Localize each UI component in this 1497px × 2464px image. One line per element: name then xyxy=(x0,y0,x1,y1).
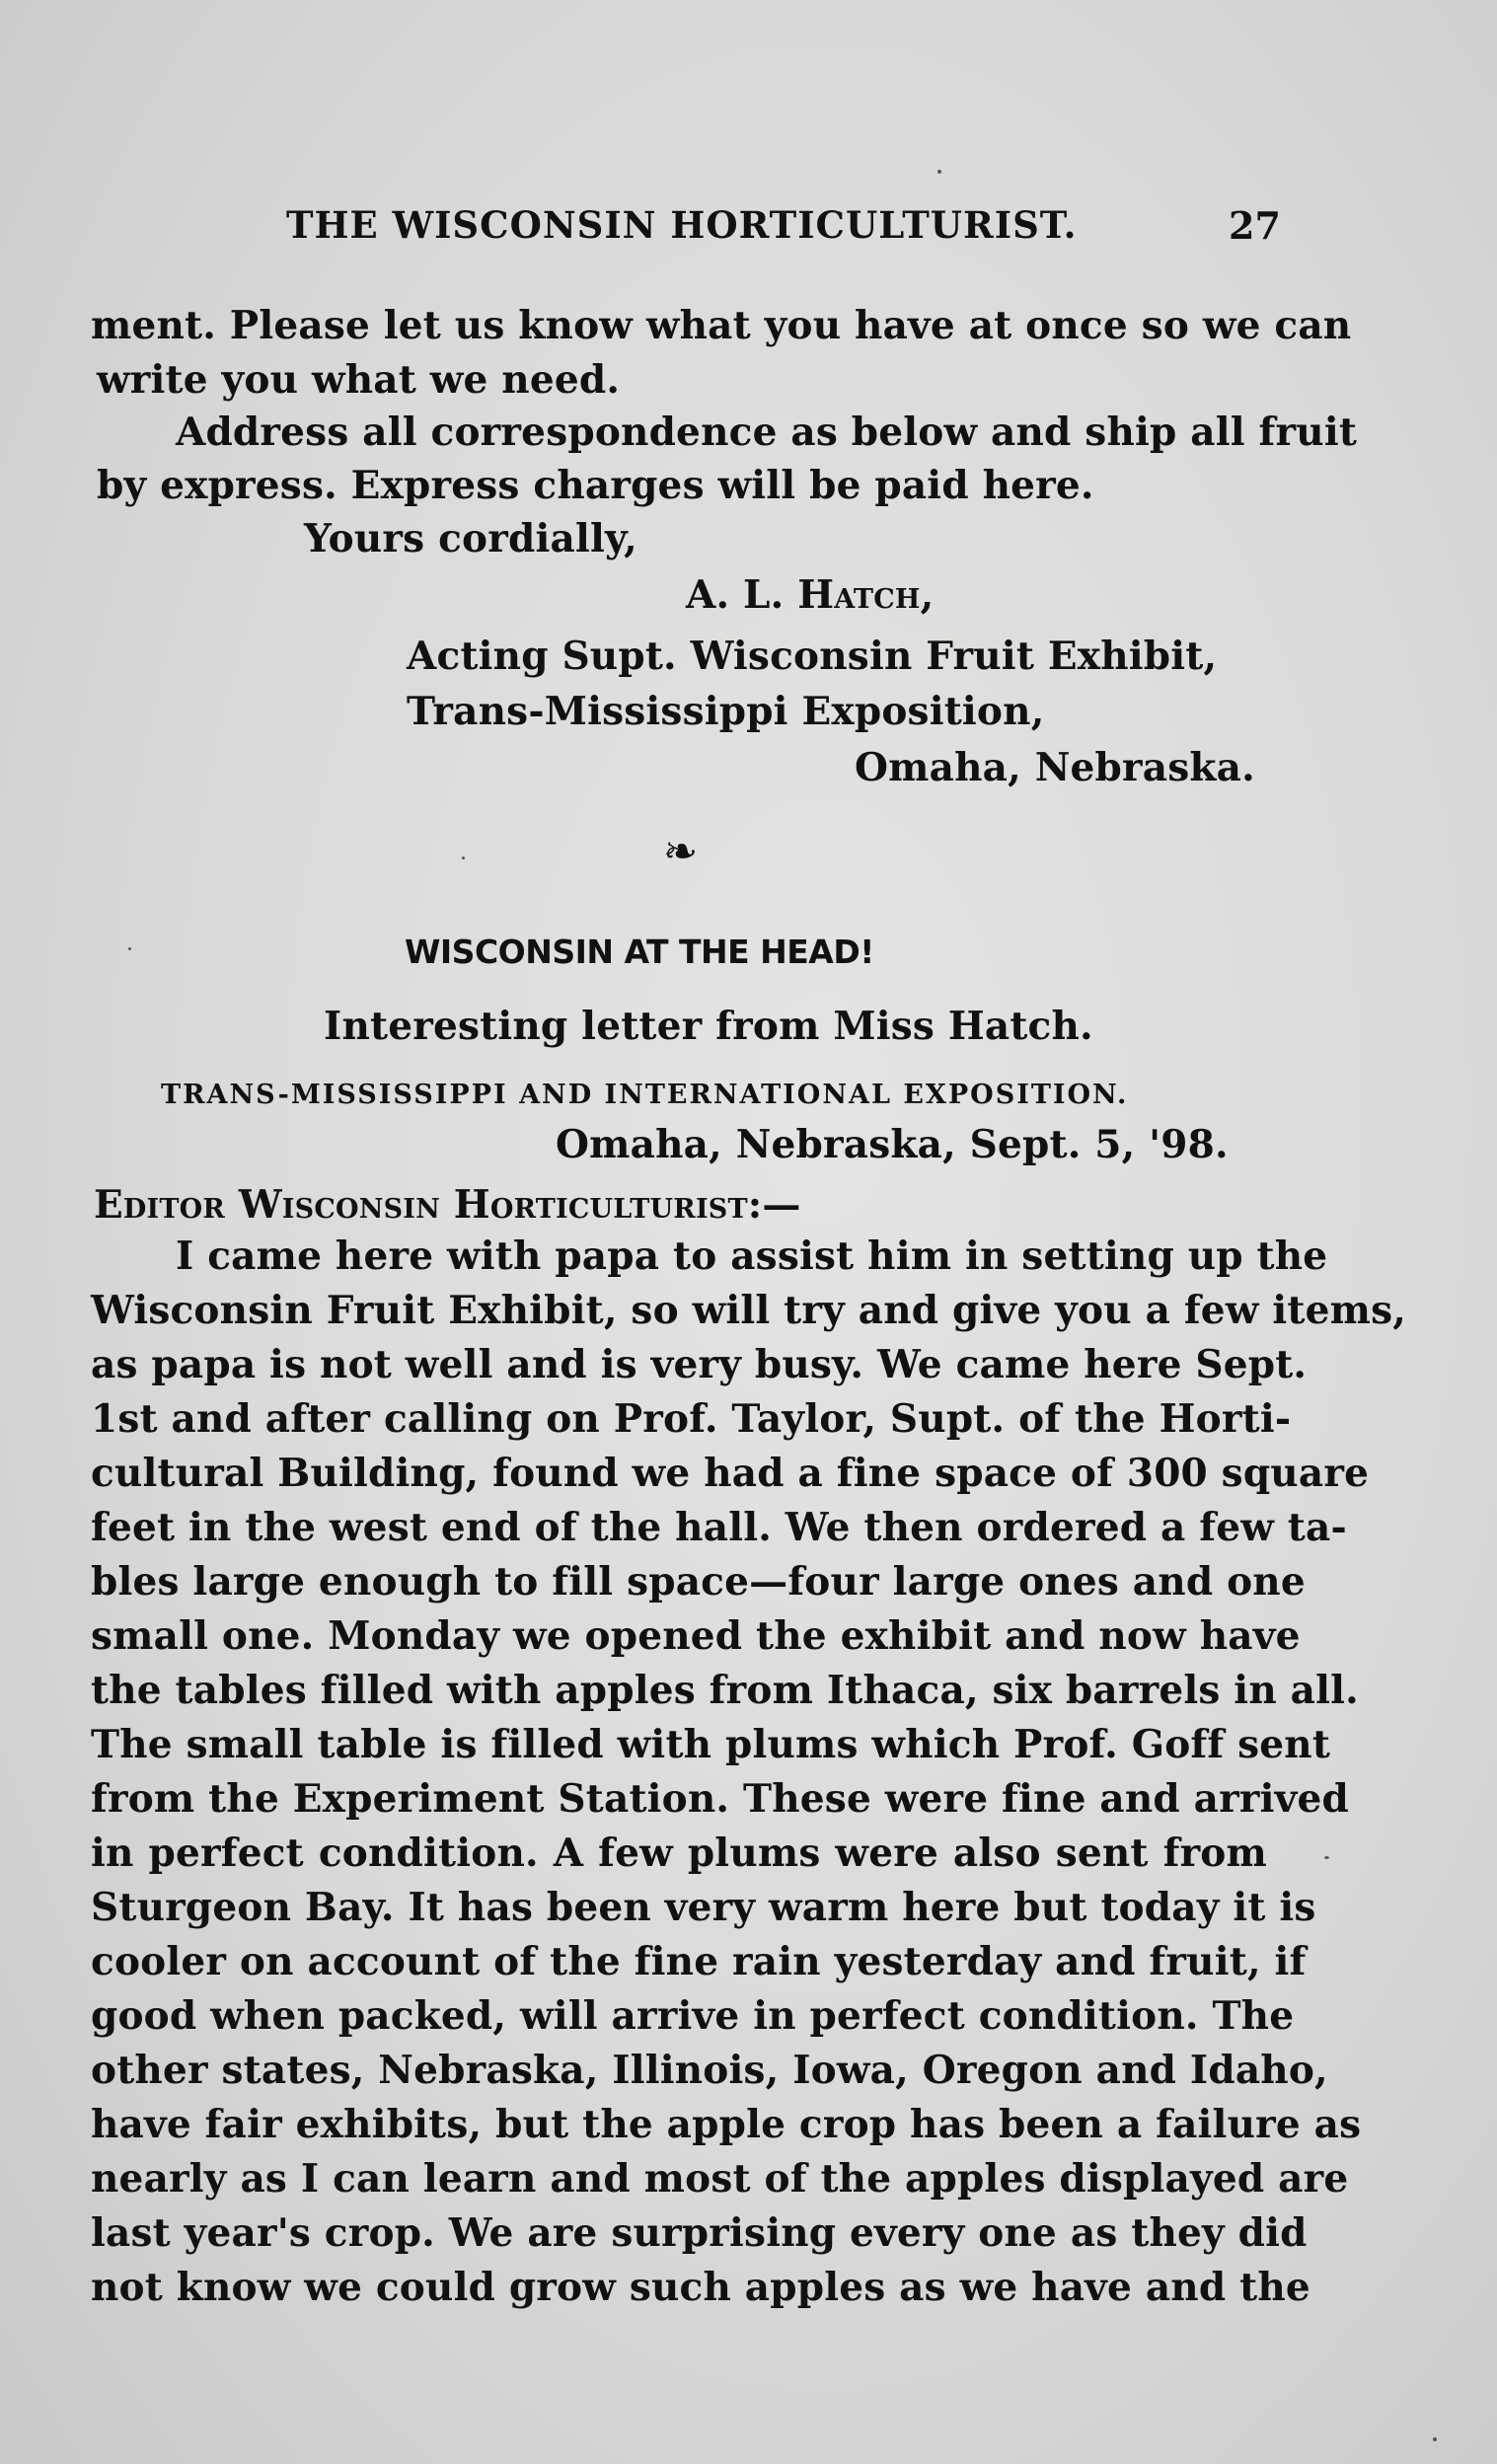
text-line: cultural Building, found we had a fine space of 300 square xyxy=(91,1451,1370,1496)
text-line: feet in the west end of the hall. We then ordered a few ta- xyxy=(91,1505,1347,1550)
text-line: have fair exhibits, but the apple crop has been a failure as xyxy=(91,2102,1362,2147)
running-header: THE WISCONSIN HORTICULTURIST. xyxy=(286,203,1078,247)
letter-closing: Yours cordially, xyxy=(304,516,637,561)
letterhead-organization: TRANS-MISSISSIPPI AND INTERNATIONAL EXPOSITION. xyxy=(161,1080,1129,1110)
text-line: ment. Please let us know what you have at once so we can xyxy=(91,303,1352,348)
text-line: I came here with papa to assist him in setting up the xyxy=(176,1233,1328,1279)
article-title: WISCONSIN AT THE HEAD! xyxy=(405,933,874,971)
page-number: 27 xyxy=(1229,203,1281,248)
ornament-icon: ❧ xyxy=(663,827,699,875)
text-line: nearly as I can learn and most of the apples displayed are xyxy=(91,2156,1349,2202)
text-line: as papa is not well and is very busy. We came here Sept. xyxy=(91,1342,1308,1387)
paper-speck xyxy=(462,857,465,859)
text-line: by express. Express charges will be paid here. xyxy=(97,463,1094,508)
signatory-title: Trans-Mississippi Exposition, xyxy=(407,689,1045,734)
text-line: last year's crop. We are surprising every one as they did xyxy=(91,2210,1308,2256)
text-line: 1st and after calling on Prof. Taylor, Supt. of the Horti- xyxy=(91,1396,1292,1442)
paper-speck xyxy=(937,170,941,174)
text-line: Wisconsin Fruit Exhibit, so will try and give you a few items, xyxy=(91,1288,1407,1333)
text-line: Address all correspondence as below and ship all fruit xyxy=(176,410,1358,455)
article-subtitle: Interesting letter from Miss Hatch. xyxy=(324,1004,1093,1049)
signatory-title: Acting Supt. Wisconsin Fruit Exhibit, xyxy=(407,634,1218,679)
text-line: in perfect condition. A few plums were also sent from xyxy=(91,1830,1267,1876)
paper-speck xyxy=(128,947,131,950)
text-line: not know we could grow such apples as we have and the xyxy=(91,2265,1310,2310)
text-line: the tables filled with apples from Ithaca, six barrels in all. xyxy=(91,1668,1359,1713)
text-line: cooler on account of the fine rain yesterday and fruit, if xyxy=(91,1939,1307,1984)
text-line: small one. Monday we opened the exhibit and now have xyxy=(91,1613,1301,1659)
text-line: from the Experiment Station. These were fine and arrived xyxy=(91,1776,1349,1822)
dateline: Omaha, Nebraska, Sept. 5, '98. xyxy=(556,1122,1229,1167)
signatory-name: A. L. Hatch, xyxy=(686,572,935,618)
text-line: other states, Nebraska, Illinois, Iowa, Oregon and Idaho, xyxy=(91,2048,1328,2093)
text-line: good when packed, will arrive in perfect condition. The xyxy=(91,1993,1295,2039)
signatory-location: Omaha, Nebraska. xyxy=(855,745,1255,790)
paper-speck xyxy=(1433,2437,1437,2441)
text-line: Sturgeon Bay. It has been very warm here but today it is xyxy=(91,1885,1316,1930)
text-line: The small table is filled with plums which Prof. Goff sent xyxy=(91,1722,1331,1767)
text-line: bles large enough to fill space—four large ones and one xyxy=(91,1559,1306,1605)
paper-speck xyxy=(1324,1856,1329,1859)
salutation: Editor Wisconsin Horticulturist:— xyxy=(94,1182,801,1228)
text-line: write you what we need. xyxy=(97,357,621,403)
